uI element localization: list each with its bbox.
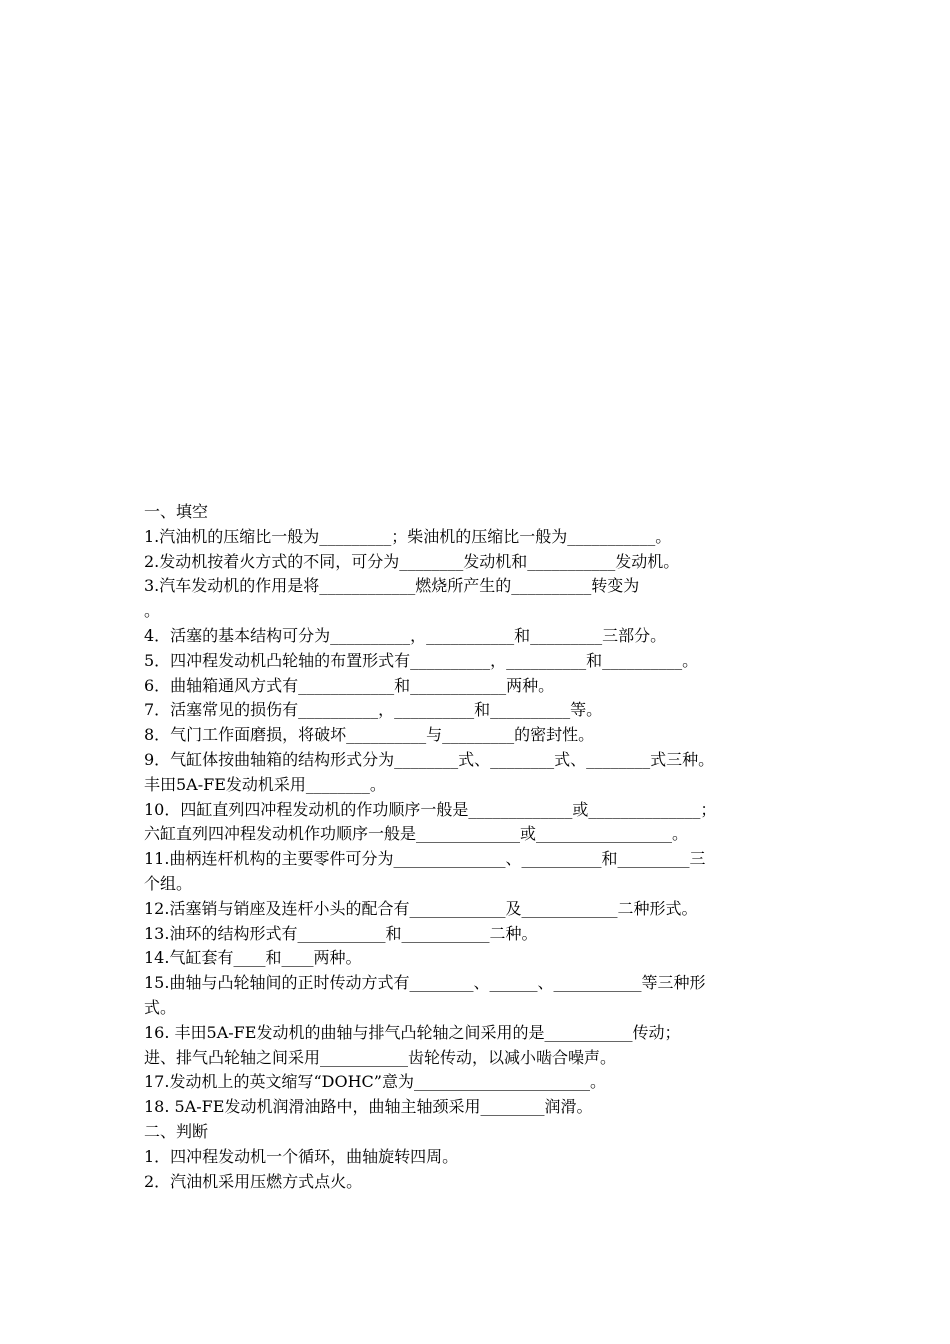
question-17: 17.发动机上的英文缩写“DOHC”意为______________________。 (144, 1072, 606, 1092)
question-18: 18. 5A-FE发动机润滑油路中，曲轴主轴颈采用________润滑。 (144, 1097, 593, 1117)
question-4: 4．活塞的基本结构可分为__________，___________和_________三部分。 (144, 625, 667, 645)
question-3: 3.汽车发动机的作用是将____________燃烧所产生的__________转变为 (144, 576, 640, 596)
question-16-continued: 进、排气凸轮轴之间采用___________齿轮传动，以减小啮合噪声。 (144, 1047, 617, 1067)
question-11: 11.曲柄连杆机构的主要零件可分为______________、__________和_________三 (144, 849, 706, 869)
question-11-continued: 个组。 (144, 873, 193, 893)
question-9: 9．气缸体按曲轴箱的结构形式分为________式、________式、________式三种。 (144, 749, 715, 769)
question-14: 14.气缸套有____和____两种。 (144, 948, 362, 968)
question-16: 16. 丰田5A-FE发动机的曲轴与排气凸轮轴之间采用的是___________传动； (144, 1022, 681, 1042)
question-15: 15.曲轴与凸轮轴间的正时传动方式有________、______、___________等三种形 (144, 973, 706, 993)
question-13: 13.油环的结构形式有___________和___________二种。 (144, 923, 538, 943)
judgement-1: 1．四冲程发动机一个循环，曲轴旋转四周。 (144, 1146, 459, 1166)
judgement-2: 2．汽油机采用压燃方式点火。 (144, 1171, 363, 1191)
question-5: 5．四冲程发动机凸轮轴的布置形式有__________，__________和__________。 (144, 650, 699, 670)
question-2: 2.发动机按着火方式的不同，可分为________发动机和___________发动机。 (144, 551, 680, 571)
question-7: 7．活塞常见的损伤有__________，__________和__________等。 (144, 700, 603, 720)
document-body (144, 500, 816, 1194)
question-9-continued: 丰田5A-FE发动机采用________。 (144, 774, 386, 794)
question-12: 12.活塞销与销座及连杆小头的配合有____________及____________二种形式。 (144, 898, 698, 918)
question-8: 8．气门工作面磨损，将破坏__________与_________的密封性。 (144, 725, 595, 745)
question-15-continued: 式。 (144, 997, 177, 1017)
question-1: 1.汽油机的压缩比一般为_________；柴油机的压缩比一般为___________。 (144, 526, 672, 546)
question-3-continued: 。 (144, 601, 161, 621)
question-6: 6．曲轴箱通风方式有____________和____________两种。 (144, 675, 555, 695)
question-10: 10．四缸直列四冲程发动机的作功顺序一般是_____________或______________； (144, 799, 717, 819)
question-10-continued: 六缸直列四冲程发动机作功顺序一般是_____________或_________________。 (144, 824, 689, 844)
section-heading-true-false: 二、判断 (144, 1121, 209, 1141)
section-heading-fill-blank: 一、填空 (144, 502, 209, 521)
